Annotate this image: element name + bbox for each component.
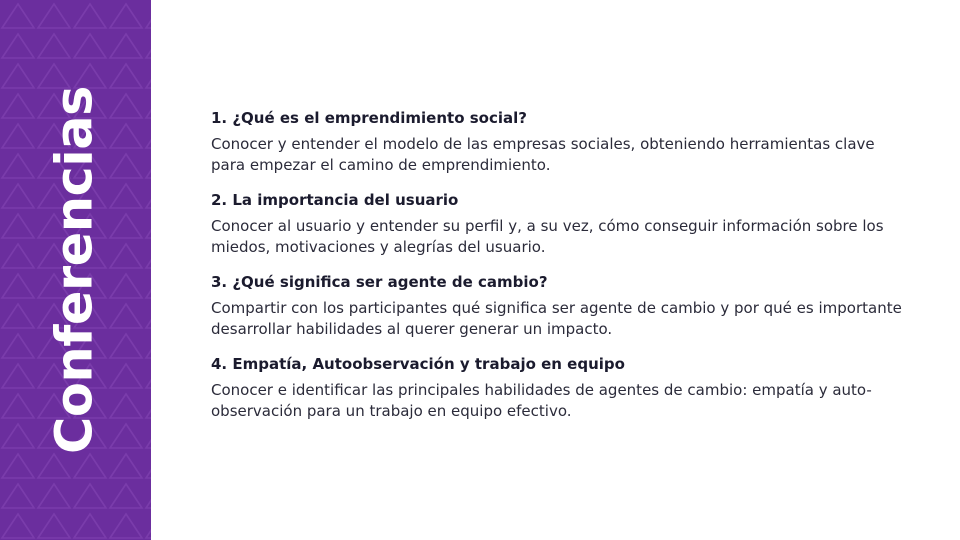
conference-item-title: 4. Empatía, Autoobservación y trabajo en equipo: [211, 355, 625, 373]
conference-list: [211, 107, 911, 435]
conference-item-3: [211, 271, 911, 340]
conference-item-description: Conocer y entender el modelo de las empresas sociales, obteniendo herramientas clave para empezar el camino de emprendimiento.: [211, 135, 875, 174]
conference-item-description: Compartir con los participantes qué significa ser agente de cambio y por qué es importante desarrollar habilidades al querer generar un impacto.: [211, 299, 902, 338]
conference-item-description: Conocer al usuario y entender su perfil y, a su vez, cómo conseguir información sobre los miedos, motivaciones y alegrías del usuario.: [211, 217, 884, 256]
conference-item-2: [211, 189, 911, 258]
conference-item-title: 1. ¿Qué es el emprendimiento social?: [211, 109, 527, 127]
sidebar-band: [0, 0, 151, 540]
conference-item-1: [211, 107, 911, 176]
conference-item-4: [211, 353, 911, 422]
sidebar-title: Conferencias: [45, 85, 105, 455]
conference-item-title: 2. La importancia del usuario: [211, 191, 459, 209]
conference-item-title: 3. ¿Qué significa ser agente de cambio?: [211, 273, 548, 291]
conference-item-description: Conocer e identificar las principales habilidades de agentes de cambio: empatía y auto-observación para un trabajo en equipo efectivo.: [211, 381, 872, 420]
